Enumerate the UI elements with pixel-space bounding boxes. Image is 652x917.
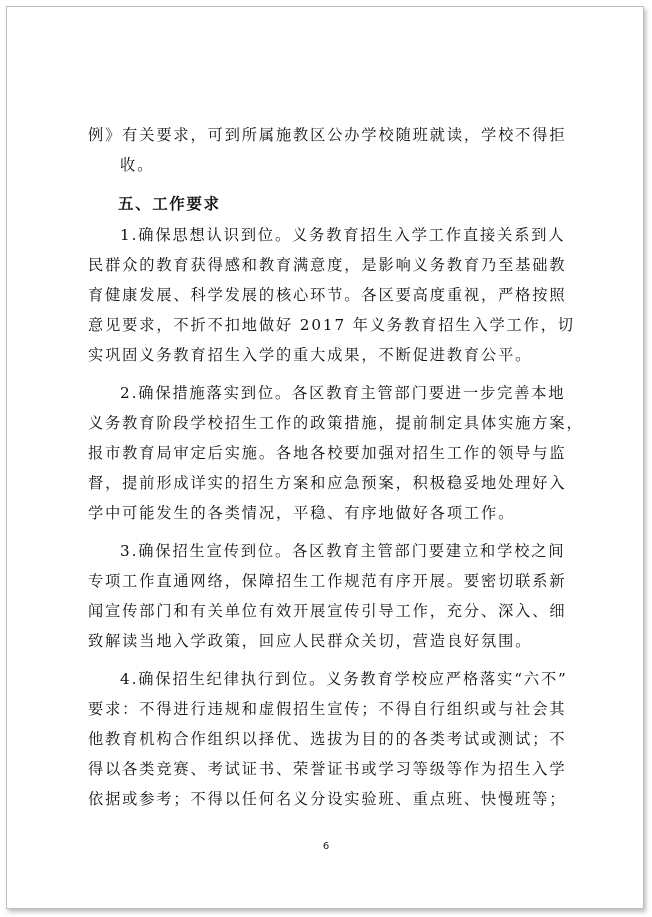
paragraph-4 bbox=[88, 664, 570, 814]
paragraph-line: 2.确保措施落实到位。各区教育主管部门要进一步完善本地 bbox=[120, 384, 566, 402]
paragraph-line: 4.确保招生纪律执行到位。义务教育学校应严格落实“六不” bbox=[120, 670, 568, 688]
document-body bbox=[88, 120, 584, 814]
section-heading: 五、工作要求 bbox=[118, 195, 221, 213]
paragraph-line: 意见要求，不折不扣地做好 2017 年义务教育招生入学工作，切 bbox=[88, 316, 575, 334]
paragraph-line: 他教育机构合作组织以择优、选拔为目的的各类考试或测试；不 bbox=[88, 730, 567, 748]
paragraph-line: 实巩固义务教育招生入学的重大成果，不断促进教育公平。 bbox=[88, 346, 533, 364]
paragraph-line: 3.确保招生宣传到位。各区教育主管部门要建立和学校之间 bbox=[120, 542, 566, 560]
paragraph-line: 依据或参考；不得以任何名义分设实验班、重点班、快慢班等； bbox=[88, 790, 567, 808]
paragraph-line: 专项工作直通网络，保障招生工作规范有序开展。要密切联系新 bbox=[88, 572, 567, 590]
paragraph-line: 义务教育阶段学校招生工作的政策措施，提前制定具体实施方案， bbox=[88, 414, 584, 432]
paragraph-1 bbox=[88, 220, 575, 370]
paragraph-2 bbox=[88, 378, 584, 528]
paragraph-line: 致解读当地入学政策，回应人民群众关切，营造良好氛围。 bbox=[88, 632, 533, 650]
page-number: 6 bbox=[322, 841, 330, 852]
paragraph-line: 1.确保思想认识到位。义务教育招生入学工作直接关系到人 bbox=[120, 226, 566, 244]
paragraph-line: 要求：不得进行违规和虚假招生宣传；不得自行组织或与社会其 bbox=[88, 700, 567, 718]
paragraph-line: 得以各类竞赛、考试证书、荣誉证书或学习等级等作为招生入学 bbox=[88, 760, 567, 778]
paragraph-line: 报市教育局审定后实施。各地各校要加强对招生工作的领导与监 bbox=[88, 444, 567, 462]
paragraph-line: 育健康发展、科学发展的核心环节。各区要高度重视，严格按照 bbox=[88, 286, 567, 304]
intro-line: 收。 bbox=[120, 156, 155, 174]
paragraph-line: 学中可能发生的各类情况，平稳、有序地做好各项工作。 bbox=[88, 504, 516, 522]
paragraph-line: 民群众的教育获得感和教育满意度，是影响义务教育乃至基础教 bbox=[88, 256, 567, 274]
paragraph-line: 督，提前形成详实的招生方案和应急预案，积极稳妥地处理好入 bbox=[88, 474, 567, 492]
paragraph-3 bbox=[88, 536, 570, 656]
intro-line: 例》有关要求，可到所属施教区公办学校随班就读，学校不得拒 bbox=[88, 126, 567, 144]
paragraph-line: 闻宣传部门和有关单位有效开展宣传引导工作，充分、深入、细 bbox=[88, 602, 567, 620]
